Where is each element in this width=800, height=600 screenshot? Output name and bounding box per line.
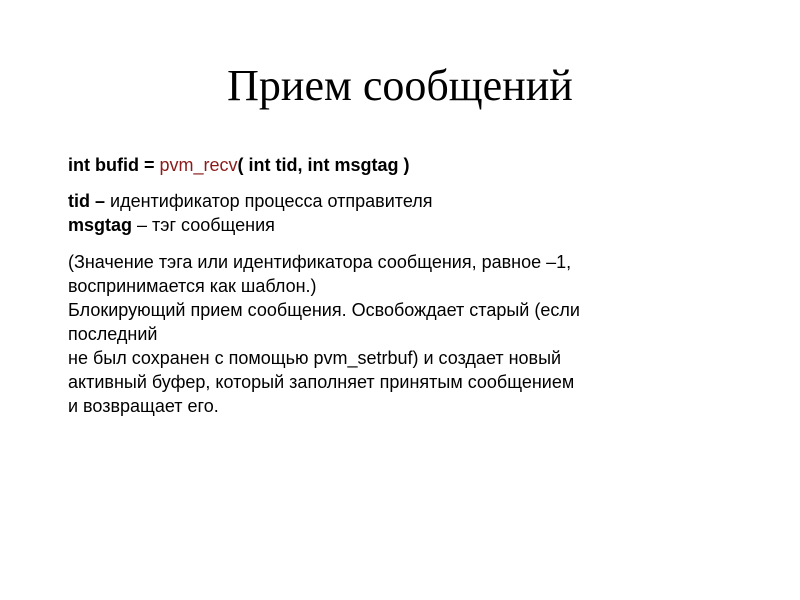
description-line: и возвращает его. — [68, 396, 219, 416]
description-line: последний — [68, 324, 158, 344]
param-name: msgtag — [68, 215, 133, 235]
param-separator: – — [132, 215, 153, 235]
param-description: идентификатор процесса отправителя — [110, 191, 433, 211]
slide-title: Прием сообщений — [227, 61, 573, 110]
param-description: тэг сообщения — [152, 215, 275, 235]
param-separator: – — [90, 191, 111, 211]
function-name: pvm_recv — [159, 155, 238, 175]
param-name: tid — [68, 191, 90, 211]
slide-content — [68, 153, 748, 418]
function-signature — [68, 153, 748, 177]
description-line: воспринимается как шаблон.) — [68, 276, 317, 296]
signature-prefix: int bufid = — [68, 155, 160, 175]
description-line: активный буфер, который заполняет принятым сообщением — [68, 372, 575, 392]
param-item — [68, 213, 748, 237]
signature-args: ( int tid, int msgtag ) — [237, 155, 410, 175]
description-line: Блокирующий прием сообщения. Освобождает старый (если — [68, 300, 580, 320]
parameter-list — [68, 189, 748, 237]
param-item — [68, 189, 748, 213]
description-line: (Значение тэга или идентификатора сообщения, равное –1, — [68, 252, 572, 272]
description-block — [68, 250, 748, 418]
description-line: не был сохранен с помощью pvm_setrbuf) и создает новый — [68, 348, 562, 368]
